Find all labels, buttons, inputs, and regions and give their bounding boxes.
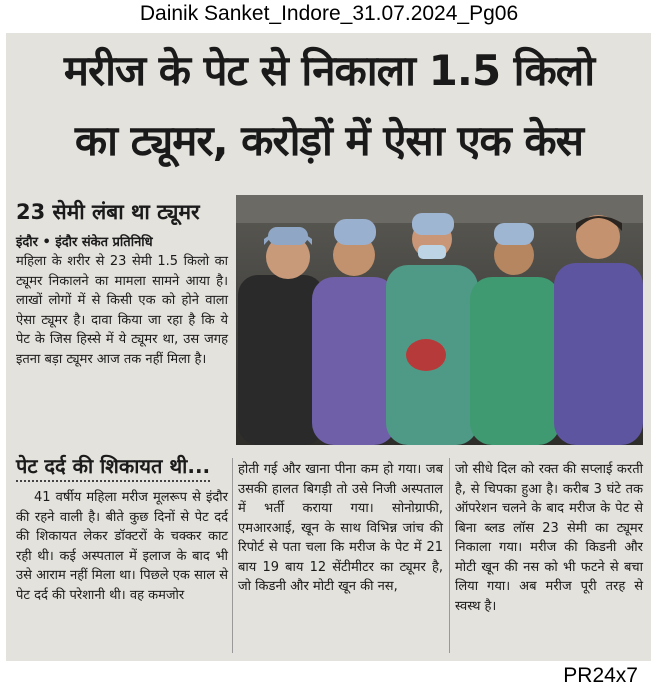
bottom-code: PR24x7 (563, 664, 638, 687)
source-caption: Dainik Sanket_Indore_31.07.2024_Pg06 (139, 2, 519, 25)
article-column-3: जो सीधे दिल को रक्त की सप्लाई करती है, से चिपका हुआ है। करीब 3 घंटे तक ऑपरेशन चलने के बाद मरीज के पेट से बिना ब्लड लॉस 23 सेमी का ट्यूमर निकाला गया। मरीज की किडनी और मोटी खून की नस को भी फटने से बचा लिया गया। अब मरीज पूरी तरह से स्वस्थ है। (455, 462, 643, 614)
byline: इंदौर • इंदौर संकेत प्रतिनिधि (16, 235, 153, 250)
article-column-2: होती गई और खाना पीना कम हो गया। जब उसकी हालत बिगड़ी तो उसे निजी अस्पताल में भर्ती कराया गया। सोनोग्राफी, एमआरआई, खून के साथ विभिन्न जांच की रिपोर्ट से पता चला कि मरीज के पेट में 21 बाय 19 बाय 12 सेंटीमीटर का ट्यूमर है, जो किडनी और मोटी खून की नस, (238, 462, 443, 594)
intro-paragraph: महिला के शरीर से 23 सेमी 1.5 किलो का ट्यूमर निकालने का मामला सामने आया है। लाखों लोगों में से किसी एक को होने वाला ऐसा ट्यूमर है। दावा किया जा रहा है कि ये पेट के जिस हिस्से में ये ट्यूमर था, उस जगह इतना बड़ा ट्यूमर आज तक नहीं मिला है। (16, 254, 228, 367)
column-divider (232, 458, 233, 653)
column-divider (449, 458, 450, 653)
surgical-team-photo (236, 195, 643, 445)
section-heading: पेट दर्द की शिकायत थी... (16, 452, 210, 482)
article-column-1: 41 वर्षीय महिला मरीज मूलरूप से इंदौर की रहने वाली है। बीते कुछ दिनों से पेट दर्द की शिकायत लेकर डॉक्टरों के चक्कर काट रही थी। कई अस्पताल में इलाज के बाद भी उसे आराम नहीं मिला था। पिछले एक साल से पेट दर्द की परेशानी थी। वह कमजोर (16, 490, 228, 603)
headline-line-1: मरीज के पेट से निकाला 1.5 किलो (63, 46, 595, 95)
subheadline: 23 सेमी लंबा था ट्यूमर (16, 200, 200, 224)
tumor (406, 339, 446, 371)
headline-line-2: का ट्यूमर, करोड़ों में ऐसा एक केस (74, 116, 584, 165)
